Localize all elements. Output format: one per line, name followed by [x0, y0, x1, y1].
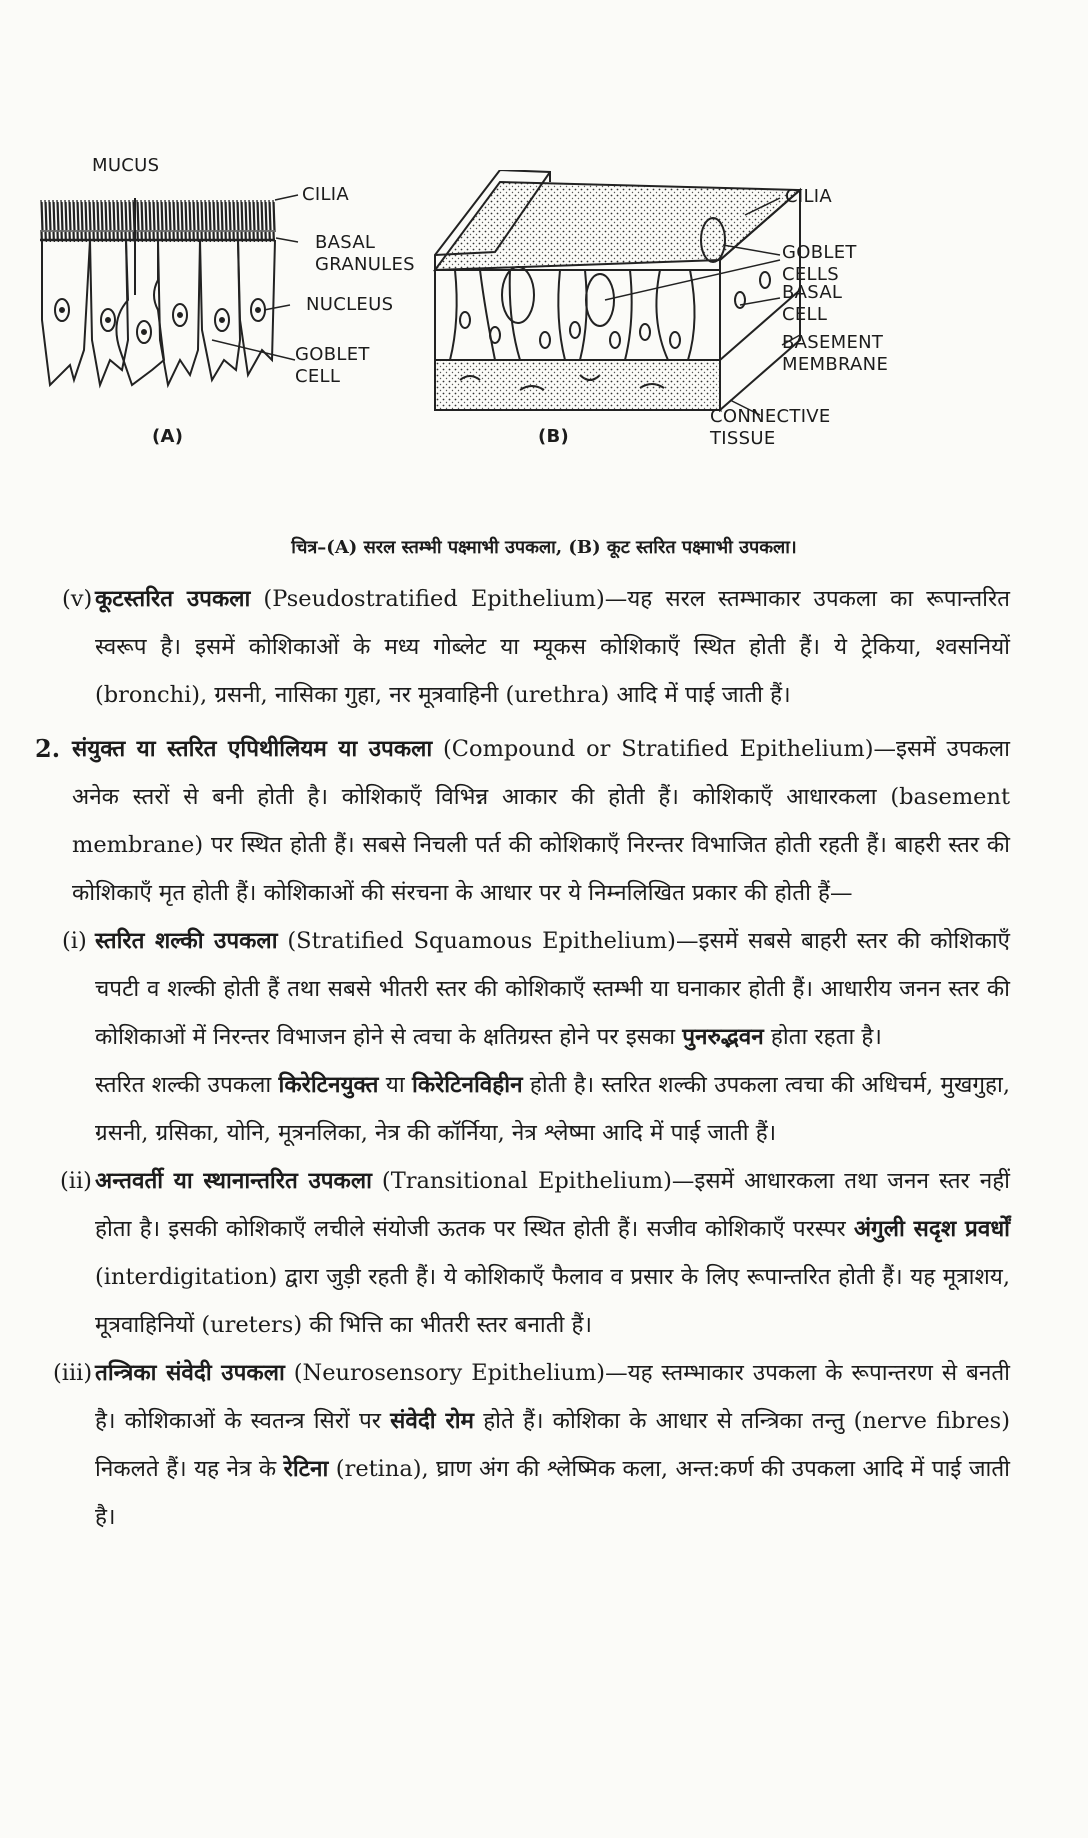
bold-i-1: पुनरुद्भवन — [682, 1024, 764, 1050]
label-panel-a: (A) — [152, 426, 184, 447]
bold-iii-1: संवेदी रोम — [390, 1408, 474, 1434]
label-basal-cell: BASAL CELL — [782, 282, 843, 325]
para2-d: होती है। स्तरित शल्की उपकला त्वचा की अधिचर्म, मुखगुहा, ग्रसनी, ग्रसिका, योनि, मूत्रनलिका, नेत्र की कॉर्निया, नेत्र श्लेष्मा आदि में पाई जाती हैं। — [95, 1072, 1010, 1146]
marker-v: (v) — [62, 586, 93, 612]
label-connective-tissue: CONNECTIVE TISSUE — [710, 406, 831, 449]
body-v: (Pseudostratified Epithelium)—यह सरल स्तम्भाकार उपकला का रूपान्तरित स्वरूप है। इसमें कोशिकाओं के मध्य गोब्लेट या म्यूकस कोशिकाएँ स्थित होती हैं। ये ट्रेकिया, श्वसनियों (bronchi), ग्रसनी, नासिका गुहा, नर मूत्रवाहिनी (urethra) आदि में पाई जाती हैं। — [95, 586, 1011, 708]
label-nucleus: NUCLEUS — [306, 294, 394, 315]
heading-ii: अन्तवर्ती या स्थानान्तरित उपकला — [95, 1168, 372, 1194]
heading-iii: तन्त्रिका संवेदी उपकला — [95, 1360, 285, 1386]
marker-iii: (iii) — [53, 1360, 93, 1386]
bold-ii-1: अंगुली सदृश प्रवर्धों — [853, 1216, 1011, 1242]
label-goblet-cells: GOBLET CELLS — [782, 242, 857, 285]
para2-c: या — [378, 1072, 412, 1098]
diagram-b — [435, 170, 800, 415]
marker-i: (i) — [62, 928, 87, 954]
label-basement-membrane: BASEMENT MEMBRANE — [782, 332, 889, 375]
label-cilia-a: CILIA — [302, 184, 350, 205]
section-iii — [0, 1349, 1088, 1541]
text-body — [0, 575, 1088, 1541]
para2-a: स्तरित शल्की उपकला — [95, 1072, 279, 1098]
body-ii-2: (interdigitation) द्वारा जुड़ी रहती हैं। ये कोशिकाएँ फैलाव व प्रसार के लिए रूपान्तरित होती हैं। यह मूत्राशय, मूत्रवाहिनियों (ureters) की भित्ति का भीतरी स्तर बनाती हैं। — [95, 1264, 1010, 1338]
section-v — [0, 575, 1088, 719]
heading-2: संयुक्त या स्तरित एपिथीलियम या उपकला — [72, 736, 433, 762]
body-iii: (Neurosensory Epithelium)—यह स्तम्भाकार उपकला के रूपान्तरण से बनती है। कोशिकाओं के स्वतन्त्र सिरों पर — [95, 1360, 1010, 1434]
body-ii: (Transitional Epithelium)—इसमें आधारकला तथा जनन स्तर नहीं होता है। इसकी कोशिकाएँ लचीले संयोजी ऊतक पर स्थित होती हैं। सजीव कोशिकाएँ परस्पर — [95, 1168, 1010, 1242]
label-panel-b: (B) — [538, 426, 570, 447]
marker-ii: (ii) — [60, 1168, 92, 1194]
body-iii-3: (retina), घ्राण अंग की श्लेष्मिक कला, अन्त:कर्ण की उपकला आदि में पाई जाती है। — [95, 1456, 1010, 1530]
body-i-2: होता रहता है। — [763, 1024, 882, 1050]
section-ii — [0, 1157, 1088, 1349]
marker-2: 2. — [35, 734, 61, 763]
body-iii-2: होते हैं। कोशिका के आधार से तन्त्रिका तन्तु (nerve fibres) निकलते हैं। यह नेत्र के — [95, 1408, 1010, 1482]
epithelium-diagrams — [40, 170, 1050, 530]
label-goblet-cell: GOBLET CELL — [295, 344, 370, 387]
figure-caption: चित्र–(A) सरल स्तम्भी पक्ष्माभी उपकला, (B) कूट स्तरित पक्ष्माभी उपकला। — [291, 537, 797, 558]
heading-v: कूटस्तरित उपकला — [95, 586, 251, 612]
heading-i: स्तरित शल्की उपकला — [95, 928, 278, 954]
para2-bold1: किरेटिनयुक्त — [278, 1072, 379, 1098]
para2-bold2: किरेटिनविहीन — [412, 1072, 523, 1098]
body-2: (Compound or Stratified Epithelium)—इसमें उपकला अनेक स्तरों से बनी होती है। कोशिकाएँ विभिन्न आकार की होती हैं। कोशिकाएँ आधारकला (basement membrane) पर स्थित होती हैं। सबसे निचली पर्त की कोशिकाएँ निरन्तर विभाजित होती रहती हैं। बाहरी स्तर की कोशिकाएँ मृत होती हैं। कोशिकाओं की संरचना के आधार पर ये निम्नलिखित प्रकार की होती हैं— — [72, 736, 1010, 906]
section-i — [0, 917, 1088, 1061]
bold-iii-2: रेटिना — [283, 1456, 329, 1482]
epithelium-figure — [40, 155, 1050, 530]
section-2 — [0, 725, 1088, 917]
label-cilia-b: CILIA — [785, 186, 833, 207]
diagram-a — [40, 195, 298, 385]
label-basal-granules: BASAL GRANULES — [315, 232, 415, 275]
section-i-para2 — [0, 1061, 1088, 1157]
body-i: (Stratified Squamous Epithelium)—इसमें सबसे बाहरी स्तर की कोशिकाएँ चपटी व शल्की होती हैं तथा सबसे भीतरी स्तर की कोशिकाएँ स्तम्भी या घनाकार होती हैं। आधारीय जनन स्तर की कोशिकाओं में निरन्तर विभाजन होने से त्वचा के क्षतिग्रस्त होने पर इसका — [95, 928, 1010, 1050]
label-mucus: MUCUS — [92, 155, 160, 176]
